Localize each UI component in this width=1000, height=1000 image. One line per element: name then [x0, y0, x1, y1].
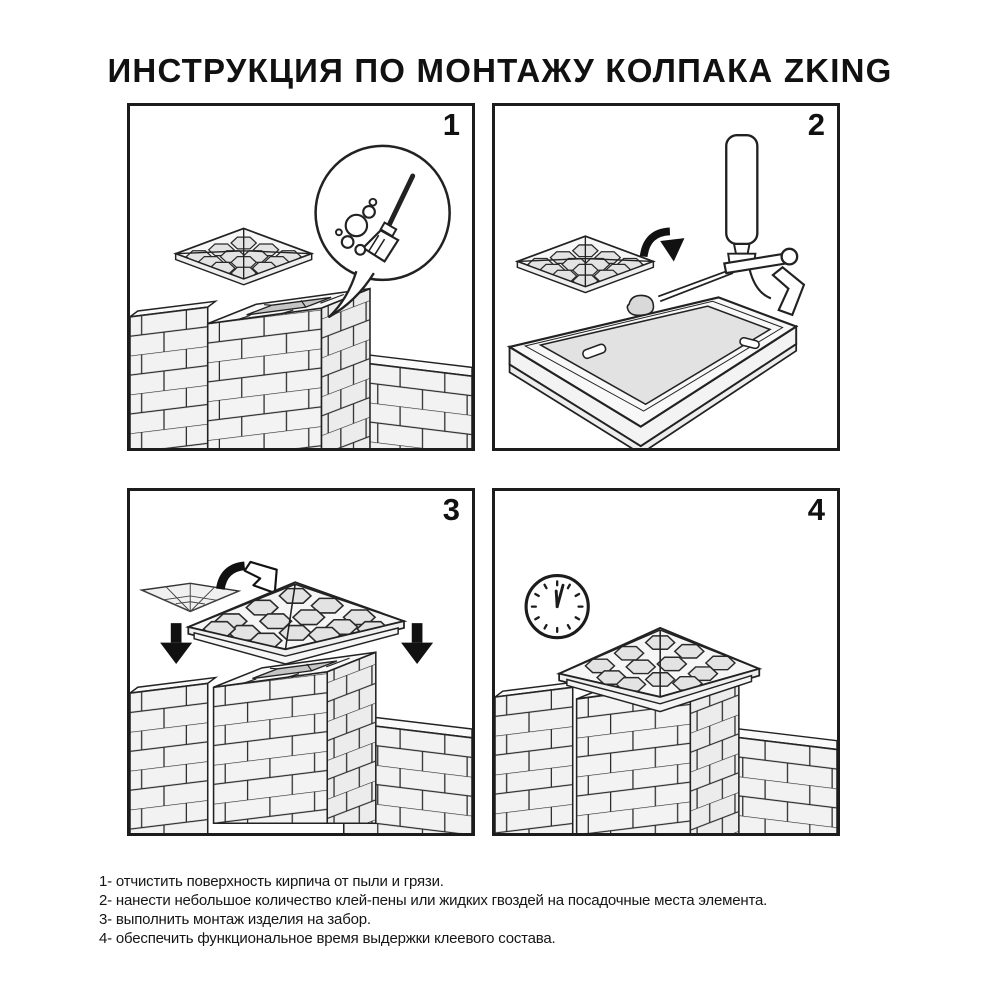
- step-2-illustration: [495, 106, 837, 448]
- instruction-line-3: 3- выполнить монтаж изделия на забор.: [99, 911, 371, 928]
- pillar-cap-small: [517, 236, 653, 292]
- clock-icon: [526, 576, 588, 638]
- down-arrow-icon-left: [160, 623, 192, 664]
- step-3-panel: [127, 488, 475, 836]
- brick-wall-left: [130, 301, 216, 448]
- step-2-panel: [492, 103, 840, 451]
- instruction-list: [99, 872, 767, 948]
- instruction-line-2: 2- нанести небольшое количество клей-пены или жидких гвоздей на посадочные места элемента.: [99, 892, 768, 909]
- down-arrow-icon-right: [401, 623, 433, 664]
- step-1-illustration: [130, 106, 472, 448]
- step-4-illustration: [495, 491, 837, 833]
- step-3-illustration: [130, 491, 472, 833]
- instruction-line-4: 4- обеспечить функциональное время выдержки клеевого состава.: [99, 930, 556, 947]
- step-2-number: 2: [807, 107, 825, 142]
- adhesive-foam-blob: [627, 295, 653, 315]
- step-3-number: 3: [442, 492, 460, 527]
- page-title: ИНСТРУКЦИЯ ПО МОНТАЖУ КОЛПАКА ZKING: [107, 52, 893, 90]
- brick-wall-left: [130, 678, 216, 833]
- step-1-number: 1: [442, 107, 460, 142]
- step-4-number: 4: [807, 492, 825, 527]
- flip-arrow-icon: [220, 562, 276, 593]
- brick-pillar: [214, 652, 376, 823]
- step-1-panel: [127, 103, 475, 451]
- foam-gun-icon: [658, 135, 804, 315]
- instruction-line-1: 1- отчистить поверхность кирпича от пыли и грязи.: [99, 873, 444, 890]
- brick-pillar: [208, 289, 370, 448]
- flip-arrow-icon: [644, 231, 685, 261]
- brick-wall-left: [495, 681, 581, 833]
- step-4-panel: [492, 488, 840, 836]
- pillar-cap: [176, 228, 312, 284]
- cap-upside-down: [510, 297, 797, 448]
